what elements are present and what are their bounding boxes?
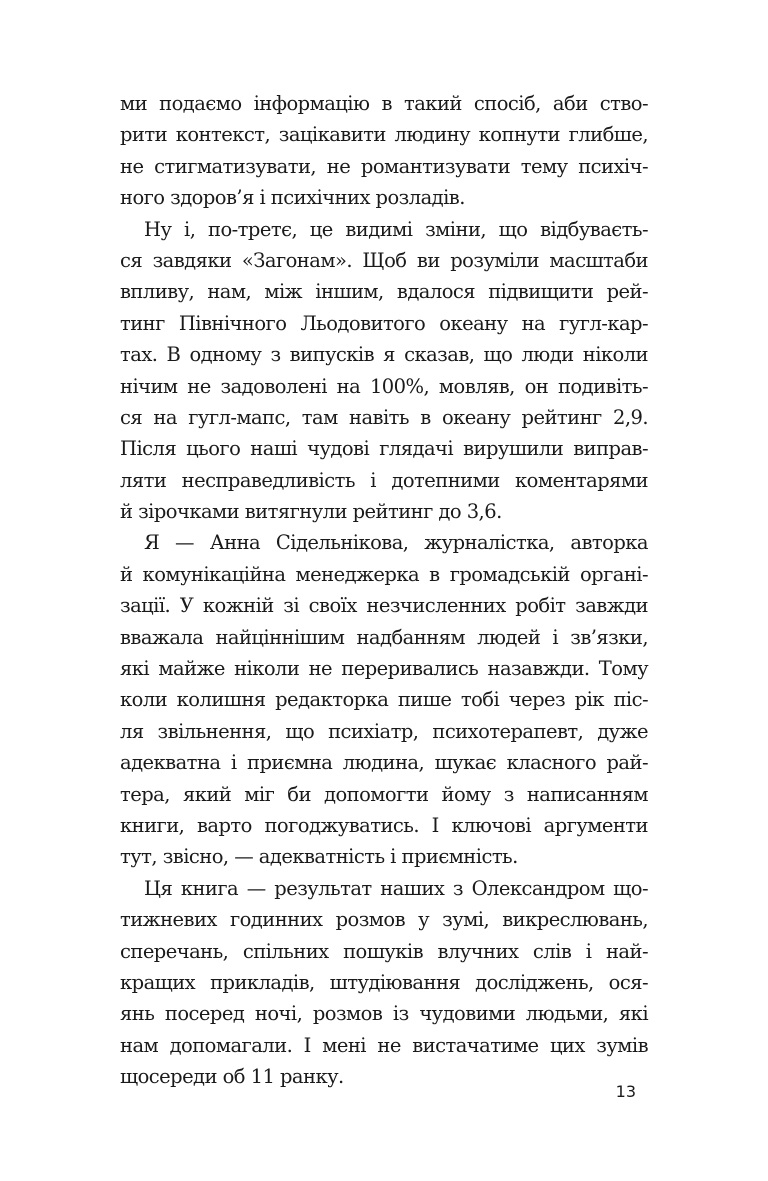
text-line: ся завдяки «Загонам». Щоб ви розуміли масштаби xyxy=(120,248,648,272)
text-line: янь посеред ночі, розмов із чудовими людьми, які xyxy=(120,1002,648,1026)
text-line: які майже ніколи не переривались назавжди. Тому xyxy=(120,657,648,681)
text-line: ляти несправедливість і дотепними коментарями xyxy=(120,468,648,492)
page-number: 13 xyxy=(615,1082,636,1101)
text-line: тах. В одному з випусків я сказав, що люди ніколи xyxy=(120,343,648,367)
text-line: й комунікаційна менеджерка в громадській органі- xyxy=(120,562,648,586)
text-line: ся на гугл-мапс, там навіть в океану рейтинг 2,9. xyxy=(120,405,648,429)
text-line: ля звільнення, що психіатр, психотерапевт, дуже xyxy=(120,719,648,743)
text-line: Ця книга — результат наших з Олександром що- xyxy=(144,876,648,900)
text-line: тинг Північного Льодовитого океану на гугл-кар- xyxy=(120,311,648,335)
text-line: тут, звісно, — адекватність і приємність. xyxy=(120,845,518,869)
text-line: не стигматизувати, не романтизувати тему психіч- xyxy=(120,154,648,178)
text-line: сперечань, спільних пошуків влучних слів і най- xyxy=(120,939,648,963)
text-line: щосереди об 11 ранку. xyxy=(120,1065,344,1089)
body-text xyxy=(120,88,648,1093)
text-line: вважала найціннішим надбанням людей і зв’язки, xyxy=(120,625,648,649)
text-line: впливу, нам, між іншим, вдалося підвищити рей- xyxy=(120,280,648,304)
text-line: й зірочками витягнули рейтинг до 3,6. xyxy=(120,500,502,524)
text-line: кращих прикладів, штудіювання досліджень, ося- xyxy=(120,970,648,994)
text-line: нічим не задоволені на 100%, мовляв, он подивіть- xyxy=(120,374,648,398)
text-line: коли колишня редакторка пише тобі через рік піс- xyxy=(120,688,648,712)
text-line: ми подаємо інформацію в такий спосіб, аби ство- xyxy=(120,92,648,115)
text-line: тижневих годинних розмов у зумі, викреслювань, xyxy=(120,908,648,932)
text-line: книги, варто погоджуватись. І ключові аргументи xyxy=(120,813,648,837)
text-line: рити контекст, зацікавити людину копнути глибше, xyxy=(120,123,648,147)
text-line: нам допомагали. І мені не вистачатиме цих зумів xyxy=(120,1033,648,1057)
text-line: тера, який міг би допомогти йому з написанням xyxy=(120,782,648,806)
text-line: Після цього наші чудові глядачі вирушили виправ- xyxy=(120,437,648,461)
text-line: зації. У кожній зі своїх незчисленних робіт завжди xyxy=(120,594,648,618)
text-line: ного здоров’я і психічних розладів. xyxy=(120,186,465,210)
text-line: Ну і, по-третє, це видимі зміни, що відбуваєть- xyxy=(144,217,648,241)
text-line: Я — Анна Сідельнікова, журналістка, авторка xyxy=(144,531,648,555)
text-line: адекватна і приємна людина, шукає класного рай- xyxy=(120,751,648,775)
